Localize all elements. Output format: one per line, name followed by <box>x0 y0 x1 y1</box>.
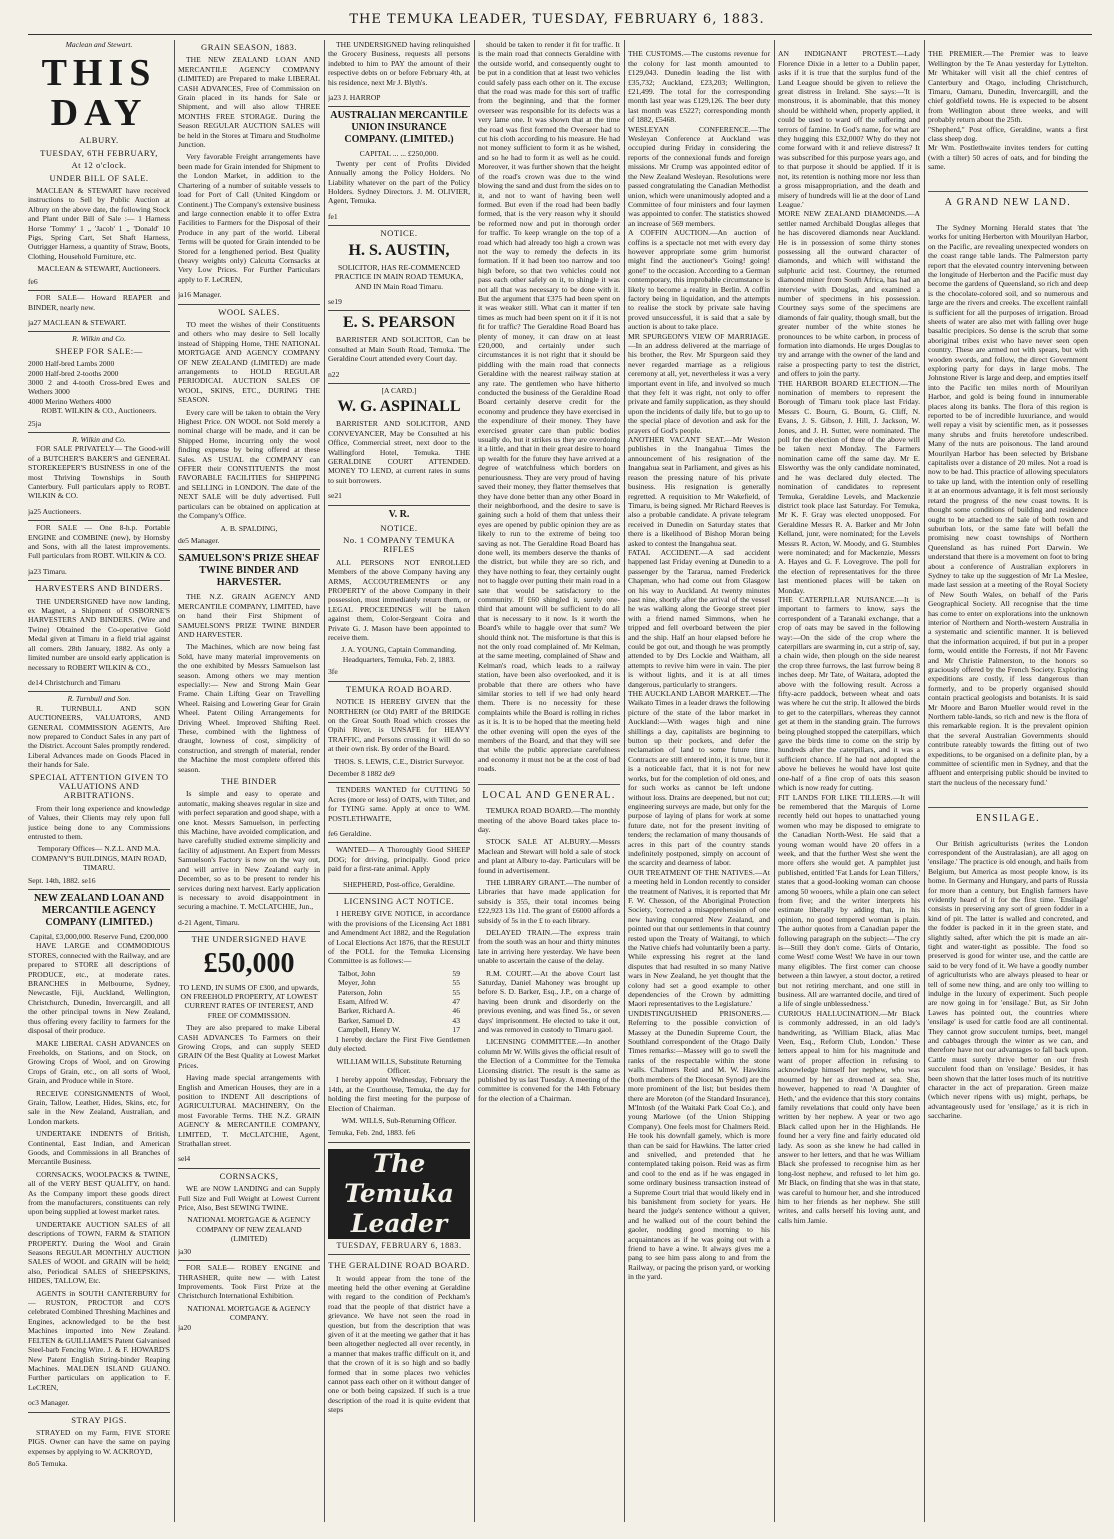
maclean-ad-text: MACLEAN & STEWART have received instructions to Sell by Public Auction at Albury on the above date, the following Stock and Plant under Bill of Sale :— 1 Harness Horse 'Tommy' 1 „ 'Jacob' 1 „ 'Donald' 10 Pigs, Spring Cart, Set Shaft Harness, Outrigger Harness, a quantity of Straw, Boots, Clothing, Household Furniture, etc. <box>28 186 170 261</box>
paper-title: The Temuka Leader <box>328 1149 470 1239</box>
notice-heading-2: NOTICE. <box>380 522 418 533</box>
butcher-ad: FOR SALE PRIVATELY— The Good-will of a BUTCHER'S BAKER'S and GENERAL STOREKEEPER'S BUSINESS in one of the most Thriving Townships in South Canterbury. Full particulars apply to ROBT. WILKIN & CO. <box>28 444 170 501</box>
column-divider <box>474 40 475 1522</box>
robey-ad: FOR SALE— ROBEY ENGINE and THRASHER, quite new — with Latest Improvements. Took First Prize at the Christchurch International Exhibition. <box>178 1263 320 1301</box>
cornsacks-text: WE are NOW LANDING and can Supply Full Size and Full Weight at Lowest Current Price, Also, Best SEWING TWINE. <box>178 1184 320 1213</box>
paper-date: TUESDAY, FEBRUARY 6, 1883. <box>328 1241 470 1255</box>
local-item: LICENSING COMMITTEE.—In another column Mr W. Wills gives the official result of the Election of a Committee for the Temuka Licensing district. The result is the same as published by us last Tuesday. A meeting of the committee is convened for the 14th February for the election of a Chairman. <box>478 1037 620 1103</box>
grand-new-land-text: The Sydney Morning Herald states that 'the works for uniting Herberton with Mourilyan Harbor, on the Pacific, are revealing unexpected wonders on the coast range table lands. The Palmerston party report that the elevated country intervening between the longitude of Herberton and the Pacific must day become the gardens of Queensland, so rich and deep is the chocolate-colored soil, and so numerous and large are the rivers and creeks. The excellent rainfall is sufficient for all the purposes of irrigation. Broad sheets of water are also met with falling over huge basaltic precipices. So dense is the scrub that some aboriginal tribes exist who have never seen open country. These are armed not with spears, but with wooden swords, and follow, the direct Government exploring party for days in large mobs. The Johnstone River is large and deep, and empties itself into the Pacific ten miles north of Mourilyan Harbor, and gold is being found in innumerable places along its banks. The flora of this region is reported to be of incredible luxuriance, and would well repay a visit by scientific men, as it possesses many shrubs and fruits heretofore undescribed. Many of the nuts are poisonous. The land around Mourilyan Harbor has been selected by Brisbane capitalists over a distance of 20 miles. Not a road is now to be had. This practice of allowing speculators to take up land, with the intention only of reselling it at an enormous advantage, it is felt most seriously retard the progress of the new coast towns. It is thought some conditions of building and residence ought to be attached to the sale of both town and suburban lots, or the same fate will befall the promising new coast townships of Northern Queensland as has ruined Port Darwin. We understand that there is a movement on foot to bring about a conference of Australian explorers in Sydney to take up the suggestion of Mr La Meslee, made last session at a meeting of the Royal Society of New South Wales, on behalf of the Paris Geographical Society. All recognise that the time has come to enter on explorations into the unknown interior of Northern and North-western Australia in a systematic and scientific manner. It is believed that the information acquired, if but put in a proper form, would entitle the Forrests, if not Mr Favenc and Mr Christie Palmerston, to the honors so graciously offered by the French Society. Exploring expeditions are costly, if less dangerous than formerly, and to be properly organised should contain practical geologists and botanists. It is said Mr Moore and Baron Mueller would revel in the Northern table-lands, so rich and new is the flora of this remarkable region. It is the prevalent opinion that the several Australian Governments should contribute rateably towards the fitting out of two expeditions, to be organised on a definite plan, by a committee of scientific men in Sydney, and that the affluent and enterprising public should be invited to start the nucleus of the necessary fund.' <box>928 222 1088 787</box>
poll-row: Talbot, John 59 <box>338 968 460 978</box>
column-divider <box>924 40 925 1522</box>
nzlmac-heading: NEW ZEALAND LOAN AND MERCANTILE AGENCY COMPANY (LIMITED.) <box>33 893 165 929</box>
column-divider <box>774 40 775 1522</box>
nzlmac-consign: RECEIVE CONSIGNMENTS of Wool, Grain, Tallow, Leather, Hides, Skins, etc, for sale in the New Zealand, Australian, and London markets. <box>28 1088 170 1126</box>
poll-row: Barker, Samuel D. 43 <box>338 1015 460 1025</box>
road-board-heading: TEMUKA ROAD BOARD. <box>345 683 453 694</box>
aspinall-name: W. G. ASPINALL <box>337 398 461 416</box>
cornsacks-heading: CORNSACKS, <box>219 1170 279 1181</box>
loan-amount: £50,000 <box>203 947 295 979</box>
column-3 <box>328 40 470 1520</box>
wool-text: TO meet the wishes of their Constituents and others who may desire to Sell locally instead of Shipping Home, THE NATIONAL MORTGAGE AND AGENCY COMPANY OF NEW ZEALAND (LIMITED) are made arrangements to HOLD REGULAR PERIODICAL AUCTION SALES OF WOOL, SKINS, ETC., DURING THE SEASON. <box>178 319 320 405</box>
card-label: [A CARD.] <box>381 385 417 395</box>
wills-sign-2: WM. WILLS, Sub-Returning Officer. <box>341 1115 457 1125</box>
sheep-list <box>28 359 170 406</box>
sheep-heading: SHEEP FOR SALE:— <box>55 345 143 356</box>
ad-code: 25ja <box>28 416 170 433</box>
column-7 <box>928 40 1088 1520</box>
stray-text: STRAYED on my Farm, FIVE STORE PIGS. Owner can have the same on paying expenses by applying to W. ACKROYD, <box>28 1427 170 1456</box>
poll-text: I hereby declare the First Five Gentlemen duly elected. <box>328 1034 470 1054</box>
binder-text: Is simple and easy to operate and automatic, making sheaves regular in size and with perfect separation and good shape, with a one knot. Messrs Samuelson, in perfecting this Machine, have avoided complication, and have carefully studied extreme simplicity and facility of adjustment. An Expert from Messrs Samuelson's Factory is now on the way out, and will arrive in New Zealand early in December, so as to be present to render his services during next harvest. Early application is necessary to avoid disappointment in securing a machine. T. McCLATCHIE, Jun., <box>178 789 320 912</box>
sale-date: TUESDAY, 6TH FEBRUARY, <box>40 147 158 158</box>
local-item: TEMUKA ROAD BOARD.—The monthly meeting of the above Board takes place to-day. <box>478 806 620 834</box>
under-bill: UNDER BILL OF SALE. <box>49 172 149 183</box>
young-sign: J. A. YOUNG, Captain Commanding. Headquarters, Temuka, Feb. 2, 1883. <box>341 645 457 664</box>
aus-capital: CAPITAL ... ... £250,000. <box>359 149 439 159</box>
local-item: STOCK SALE AT ALBURY.—Messrs Maclean and Stewart will hold a sale of stock and plant at Albury to-day. Particulars will be found in advertisement. <box>478 837 620 875</box>
nzlmac-advances: MAKE LIBERAL CASH ADVANCES on Freeholds, on Stations, and on Stock, on Growing Crops of Wool, and on Growing Crops of Grain, etc., on all sorts of Wool, Grain, and Produce while in Store. <box>28 1038 170 1086</box>
ad-code: de5 Manager. <box>178 533 320 550</box>
news-items: THE PREMIER.—The Premier was to leave Wellington by the Te Anau yesterday for Lyttelton. Mr Whitaker will visit all the chief centres of Canterbury and Otago, including Christchurch, Timaru, Oamaru, Dunedin, Invercargill, and the chief goldfield towns. He is expected to be absent from Wellington about three weeks, and will probably return about the 25th. "Shepherd," Post office, Geraldine, wants a first class sheep dog. Mr Wm. Postlethwaite invites tenders for cutting (with a tilter) 50 acres of oats, and for binding the same. <box>928 49 1088 172</box>
ad-code: se21 <box>328 488 470 505</box>
harrop-sign: ja23 J. HARROP <box>328 90 470 107</box>
poll-row: Barker, Richard A. 46 <box>338 1006 460 1016</box>
local-item: R.M. COURT.—At the above Court last Saturday, Daniel Mahoney was brought up before S. D. Barker, Esq., J.P., on a charge of having been drunk and disorderly on the previous evening, and was fined 5s., or seven days' imprisonment. He elected to take it out, and was removed in custody to Timaru gaol. <box>478 968 620 1035</box>
sheep-row: 4000 Merino Wethers 4000 <box>28 396 111 406</box>
licensing-heading: LICENSING ACT NOTICE. <box>343 896 455 906</box>
ensilage-heading: ENSILAGE. <box>928 807 1088 823</box>
grain-season-heading: GRAIN SEASON, 1883. <box>201 42 297 52</box>
undersigned-heading: THE UNDERSIGNED HAVE <box>191 934 307 945</box>
turnbull-heading: R. Turnbull and Son. <box>67 694 131 704</box>
local-item: THE LIBRARY GRANT.—The number of Libraries that have made application for subsidy is 355, their total incomes being £22,923 13s 11d. The grant of £6000 affords a subsidy of 5s in the £ to each library. <box>478 877 620 925</box>
aspinall-text: BARRISTER AND SOLICITOR, AND CONVEYANCER, May be Consulted at his Office, Commercial street, next door to the Wallingford Hotel, Temuka. THE GERALDINE COURT ATTENDED. MONEY TO LEND, at current rates in sums to suit borrowers. <box>328 419 470 485</box>
austin-text: SOLICITOR, HAS RE-COMMENCED PRACTICE IN MAIN ROAD TEMUKA, AND IN Main Road Timaru. <box>334 262 464 291</box>
column-5 <box>628 40 770 1520</box>
sale-time: At 12 o'clock. <box>71 160 127 171</box>
sheep-row: 2000 Half-bred Lambs 2000 <box>28 359 115 369</box>
notice-heading: NOTICE. <box>380 228 418 239</box>
pearson-name: E. S. PEARSON <box>342 314 456 332</box>
sheep-row: 2000 Half-bred 2-tooths 2000 <box>28 368 119 378</box>
ad-code: fe1 <box>328 209 470 226</box>
stray-heading: STRAY PIGS. <box>71 1414 127 1425</box>
harvesters-heading: HARVESTERS AND BINDERS. <box>35 583 163 594</box>
ad-code: ja16 Manager. <box>178 287 320 304</box>
ad-code: ja23 Timaru. <box>28 564 170 581</box>
ad-code: Sept. 14th, 1882. se16 <box>28 873 170 890</box>
ad-code: 3fe <box>328 664 470 681</box>
appoint-text: I hereby appoint Wednesday, February the 14th, at the Courthouse, Temuka, the day for holding the first meeting for the purpose of Election of Chairman. <box>328 1075 470 1113</box>
for-sale-reaper-sign: ja27 MACLEAN & STEWART. <box>28 315 170 332</box>
ad-code: n22 <box>328 367 470 384</box>
ad-code: Temuka, Feb. 2nd, 1883. fe6 <box>328 1125 470 1142</box>
column-6 <box>778 40 920 1520</box>
column-1 <box>28 40 170 1520</box>
lend-text-2: They are also prepared to make Liberal CASH ADVANCES To Farmers on their Growing Crops, and can supply SEED GRAIN Of the Best Quality at Lowest Market Prices. <box>178 1023 320 1070</box>
special-text: From their long experience and knowledge of Values, their Clients may rely upon full justice being done to any Commissions entrusted to them. <box>28 803 170 841</box>
column-divider <box>174 40 175 1522</box>
rifles-heading: No. 1 COMPANY TEMUKA RIFLES <box>343 535 455 555</box>
nz-grain-text: THE N.Z. GRAIN AGENCY AND MERCANTILE COMPANY, LIMITED, have on hand their First Shipment of SAMUELSON'S PRIZE TWINE BINDER AND HARVESTER. <box>178 592 320 639</box>
grain-season-text: THE NEW ZEALAND LOAN AND MERCANTILE AGENCY COMPANY (LIMITED) are Prepared to make LIBERAL CASH ADVANCES, Free of Commission on Grain placed in its hands for Sale or Shipment, and will also allow THREE MONTHS FREE STORAGE. During the Season REGULAR AUCTION SALES will be held in the Stores at Timaru and Studholme Junction. <box>178 55 320 150</box>
editorial-text: should be taken to render it fit for traffic. It is the main road that connects Geraldine with the outside world, and consequently ought to be put in a condition that at least two vehicles could safely pass each other on it. The excuse that the road was made for this sort of traffic from the beginning, and that the former overseer was responsible for its defects was a very lame one. It was shown that at the time the road was first formed the Overseer had to cut his cloth according to his measure. He had not money sufficient to form it as he wished, and so he had to form it as well as he could. Moreover, it was further shown that the height of the road's crown was due to the wind blowing the sand and dust from the sides on to it, and not to want of having been well formed. But even if the road had been badly formed, that is the very reason why it should be reformed now and put in thorough order for traffic. To keep wrangle on the top of a road which had already too high a crown was not the way to remedy the defects in its formation. If it had been too narrow and too high before, so that two vehicles could not pass each other safely on it, to shingle it was not all that was necessary to be done with it. But the argument that £375 had been spent on it was weaker still. What can it matter if ten times as much had been spent on it if it is not fit for traffic? The Geraldine Road Board has plenty of money, it can draw on at least £20,000, and certainly under such circumstances it is not right that it should be piddling with the main road that connects Geraldine with the nearest railway station at any rate. The gentlemen who have hitherto conducted the business of the Geraldine Road Board certainly deserve credit for the economy and prudence they have exercised in the expenditure of their money. They have exercised greater care than public bodies usually do, but it strikes us they are overdoing it a little, and that in their great desire to hoard up wealth for the future they have arrived at a degree of watchfulness which borders on penuriousness. They are very proud of having saved their money, they flatter themselves that they have done better than any other Board in their neighborhood, and the desire to save is gaining such a hold of them that unless their eyes are opened by public opinion they are as likely to run to the extreme of being too saving as not. The Geraldine Road Board has done well, its members deserve the thanks of the district, but while they are so rich, and they have nothing to fear, they certainly ought not to haggle over putting their main road in a sate that would be satisfactory to the community. If £60 shingled it, surely one-third that amount will be sufficient to do all that is necessary to it now. Is it worth the Board's while to haggle over that sum? We should think not. The misfortune is that this is not the only road complained of. Mr Kelman, at the same meeting, complained of Shaw and Kelman's road, which leads to a railway station, have been also overlooked, and it is probable that there are others who have similar stories to tell if we had only heard them. There is no necessity for these complaints while the Board is rolling in riches as it is. It is to be hoped that the meeting held the other evening will open the eyes of the members of the Board, and that they will see that while the public appreciate carefulness and economy it must not be at the cost of bad roads. <box>478 40 620 774</box>
lend-text-3: Having made special arrangements with English and American Houses, they are in a position to INDENT All descriptions of AGRICULTURAL MACHINERY, On the most Favorable Terms. THE N.Z. GRAIN AGENCY & MERCANTILE COMPANY, LIMITED, T. McCLATCHIE, Agent, Strathallan street. <box>178 1073 320 1149</box>
column-4 <box>478 40 620 1520</box>
news-items: AN INDIGNANT PROTEST.—Lady Florence Dixie in a letter to a Dublin paper, asks if it is true that the surplus fund of the Land League should be given to relieve the great distress in Ireland. She says:—'It is monstrous, it is abominable, that this money should be withheld when, properly applied, it could be used to ward off the suffering and terrors of famine. In God's name, for what are they hugging this £32,000? Why do they not come forward with it and relieve distress? It was subscribed for this purpose years ago, and to that purpose it should be applied. If it is not, its retention is nothing more nor less than a gross misappropriation, and the death and misery of hundreds will lie at the door of Land League.' MORE NEW ZEALAND DIAMONDS.—A settler named Archibald Douglas alleges that he has discovered diamonds near Auckland. He is in possession of some thirty stones possessing all the outward character of diamonds, and which will withstand the sulphuric acid test. Courtney, the returned diamond miner from South Africa, has had an interview with Douglas, and examined a number of specimens in his possession. Courtney says some of the specimens are diamonds of fair quality, though small, but the greater number of the white stones he pronounces to be white carbon, in process of formation into diamonds. He urges Douglas to try and arrange with the owner of the land and raise a prospecting party to test the district, and offers to join the party. THE HARBOR BOARD ELECTION.—The nomination of members to represent the Borough of Timaru took place last Friday. Messrs C. Bourn, G. Bourn, G. Cliff, N. Evans, J. S. Gibson, J. Hill, J. Jackson, W. Jones, and J. H. Sutter, were nominated. The poll for the election of three of the above will be taken next Monday. The Farmers nomination came off the same day. Mr E. Elsworthy was the only candidate nominated, and he was declared duly elected. The nomination of candidates to represent Temuka, Geraldine Levels, and Mackenzie district took place last Saturday. For Temuka, Mr K. F. Gray was elected unopposed. For Geraldine Messrs R. A. Barker and Mr John Kelland, junr, were nominated; for the Levels Messrs R. Acton, W. Moody, and G. Stumbles were nominated; and for Mackenzie, Messrs A. Hayes and G. F. Lovegrove. The poll for the election of representatives for the three last mentioned places will be taken on Monday. THE CATERPILLAR NUISANCE.—It is important to farmers to know, says the correspondent of a Taranaki exchange, that a crop of oats may be saved in the following way:—On the side of the crop where the caterpillars are swarming in, cut a strip of, say, a chain wide, then plough on the side nearest the crop three furrows, the last furrow being 8 inches deep. Mr Tate, of Waitara, adopted the above with the following result. Across a fifty-acre paddock, between wheat and oats was where he cut the strip. It allowed the birds to get to the caterpillars, whereas they cannot get at them in the standing grain. The furrows being ploughed stopped the caterpillars, which gave the birds time to come on the strip by hundreds after the caterpillars, and it was a sufficient chance. If he had not adopted the above he believes he would have lost quite one-half of a fine crop of oats this season which is now ready for cutting. FIT LANDS FOR LIKE TILLERS.—It will be remembered that the Marquis of Lorne recently held out hopes to unattached young women who may be disposed to emigrate to the Canadian North-West. He said that a young woman would have 20 offers in a week, and that the further West she went the more offers she would get. A pamphlet just published, entitled 'Fat Lands for Lean Tillers,' states that a good-looking woman can choose among 50 wooers, while a plain one can select from five; and the writer interprets his estimate liberally by adding that, in his opinion, no good tempered woman is plain. The author quotes from a Canadian paper the following paragraph on the subject:—'The cry is—Still they don't come. Girls of Ontario, come West! come West! We have in our town many eligibles. The first comer can choose between a thin lawyer, a stout doctor, a retired but not retiring merchant, and one still in business. All are warranted docile, and tired of a life of single unblessedness.' CURIOUS HALLUCINATION.—Mr Black is commonly addressed, in an old lady's handwriting, as 'William Black, alias Mac Veen, Esq., Reform Club, London.' These letters appeal to him for his magnitude and want of proper affection in refusing to acknowledge himself her nephew, who was mourned by her as drowned at sea. She, however, happened to read 'A Daughter of Heth,' and the evidence that this story contains family revelations that could only have been written by her nephew. A year or two ago Black called upon her in the Highlands. He found her a very fine and fairly educated old lady. As soon as she knew he had called in answer to her letters, and that he was William Black she professed to recognise him as her long-lost nephew, and refused to let him go. Mr Black, on finding that she was in that state, was careful to humour her, and she introduced him to her friends as her nephew. She still writes, and calls herself his loving aunt, and calls him Jamie. <box>778 49 920 1225</box>
ad-code: se19 <box>328 294 470 311</box>
ad-code: ja25 Auctioneers. <box>28 504 170 521</box>
temp-offices: Temporary Offices— N.Z.L. AND M.A. COMPANY'S BUILDINGS, MAIN ROAD, TIMARU. <box>31 844 167 873</box>
masthead: THE TEMUKA LEADER, TUESDAY, FEBRUARY 6, 1883. <box>349 12 765 27</box>
ad-code: December 8 1882 de9 <box>328 766 470 783</box>
wilkin-heading-2: R. Wilkin and Co. <box>72 434 126 444</box>
ad-code: d-21 Agent, Timaru. <box>178 915 320 932</box>
masthead-rule <box>28 34 1092 35</box>
rifles-text: ALL PERSONS NOT ENROLLED Members of the above Company having any ARMS, ACCOUTREMENTS or any PROPERTY of the above Company in their possession, must immediately return them, or LEGAL PROCEEDINGS will be taken against them, Color-Sergeant Coira and Private G. J. Mason have been appointed to receive them. <box>328 557 470 643</box>
capital-line: Capital, £3,000,000. Reserve Fund, £200,000 <box>30 932 168 942</box>
wilkin-heading: R. Wilkin and Co. <box>72 334 126 344</box>
auctioneer-heading: Maclean and Stewart. <box>65 40 133 49</box>
aus-text: Twenty per cent of Profits Divided Annually among the Policy Holders. No Liability whatever on the part of the Policy Holders. Sydney Directors. J. M. OLIVIER, Agent, Temuka. <box>328 158 470 206</box>
grb-text: It would appear from the tone of the meeting held the other evening at Geraldine with regard to the condition of Peckham's road that the people of that district have a grievance. We have not seen the road in question, but from the description that was given of it at the meeting we gather that it has been altogether neglected all over recently, in a manner that makes traffic difficult on it, and that the crown of it is so high and so badly formed that in some places two vehicles cannot pass each other on it without danger of one or both being capsized. If such is a true description of the road it is quite evident that steps <box>328 1273 470 1415</box>
road-board-text: NOTICE IS HEREBY GIVEN that the NORTHERN (or Old) PART of the BRIDGE on the Great South Road which crosses the Opihi River, is UNSAFE for HEAVY TRAFFIC, and Persons crossing it will do so at their own risk. By order of the Board. <box>328 697 470 754</box>
poll-list <box>328 969 470 1035</box>
nzlmac-stores: HAVE LARGE and COMMODIOUS STORES, connected with the Railway, and are prepared to STORE all descriptions of PRODUCE, etc., at moderate rates. BRANCHES in Melbourne, Sydney, Newcastle, Fiji, Auckland, Wellington, Christchurch, Dunedin, Invercargill, and all the other principal towns in New Zealand, thus offering every facility to farmers for the disposal of their produce. <box>28 941 170 1036</box>
place: ALBURY. <box>79 135 119 146</box>
nzlmac-cornsacks: CORNSACKS, WOOLPACKS & TWINE, all of the VERY BEST QUALITY, on hand. As the Company import these goods direct from the manufacturers, constituents can rely upon being supplied at lowest market rates. <box>28 1169 170 1217</box>
licensing-text: I HEREBY GIVE NOTICE, in accordance with the provisions of the Licensing Act 1881 and Amendment Act 1882, and the Regulation of Local Elections Act 1876, that the RESULT of the POLL for the Temuka Licensing Committee is as follows:— <box>328 909 470 966</box>
special-heading: SPECIAL ATTENTION GIVEN TO VALUATIONS AND ARBITRATIONS. <box>29 771 169 801</box>
austin-name: H. S. AUSTIN, <box>348 241 450 259</box>
aus-union-heading: AUSTRALIAN MERCANTILE UNION INSURANCE COMPANY. (LIMITED.) <box>330 110 468 146</box>
spalding-sign: A. B. SPALDING, <box>220 523 278 533</box>
local-general-heading: LOCAL AND GENERAL. <box>478 784 620 800</box>
column-divider <box>624 40 625 1522</box>
nzlmac-auctions: UNDERTAKE AUCTION SALES of all descriptions of TOWN, FARM & STATION PROPERTY. During the Wool and Grain Seasons REGULAR MONTHLY AUCTION SALES of WOOL and GRAIN will be held; also, Periodical SALES of SHEEPSKINS, HIDES, TALLOW, Etc. <box>28 1219 170 1286</box>
ad-code: fe6 <box>28 274 170 291</box>
nma-sign: NATIONAL MORTGAGE & AGENCY COMPANY OF NEW ZEALAND (LIMITED) <box>187 1215 311 1244</box>
grand-new-land-heading: A GRAND NEW LAND. <box>928 191 1088 207</box>
sheep-sign: ROBT. WILKIN & CO., Auctioneers. <box>41 406 157 416</box>
poll-row: Meyer, John 55 <box>338 978 460 988</box>
nma-sign-2: NATIONAL MORTGAGE & AGENCY COMPANY. <box>187 1303 311 1323</box>
wool-sales-heading: WOOL SALES. <box>218 306 280 317</box>
turnbull-ad: R. TURNBULL AND SON AUCTIONEERS, VALUATORS, AND GENERAL COMMISSION AGENTS, Are now prepared to Conduct Sales in any part of the District. Account Sales promptly rendered. Liberal Advances made on Goods Placed in their hands for Sale. <box>28 703 170 770</box>
nzlmac-indents: UNDERTAKE INDENTS of British, Continental, East Indian, and American Goods, and Commissions in all Branches of Mercantile Business. <box>28 1129 170 1167</box>
machines-text: The Machines, which are now being fast Sold, have many material improvements on the one exhibited by Messrs Samuelson last season. Among others we may mention especially:— New and Strong Main Gear Frame. Chain Lifting Gear on Travelling Wheel. Raising and Lowering Gear for Grain Wheel. Patent Oiling Arrangements for Driving Wheel. Improved Shifting Reel. These, combined with the lightness of draught, lowness of cost, simplicity of construction, and strength of material, render the Machine the most complete offered this season. <box>178 642 320 774</box>
poll-row: Esam, Alfred W. 47 <box>338 997 460 1007</box>
wanted-ad: WANTED— A Thoroughly Good SHEEP DOG; for driving, principally. Good price paid for a first-rate animal. Apply <box>328 845 470 874</box>
ad-code: ja30 <box>178 1244 320 1261</box>
pearson-text: BARRISTER AND SOLICITOR, Can be consulted at Main South Road, Temuka. The Geraldine Court attended every Court day. <box>328 335 470 364</box>
news-items: THE CUSTOMS.—The customs revenue for the colony for last month amounted to £129,043. Dunedin leading the list with £35,732; Auckland, £23,203; Wellington, £21,499. The total for the corresponding month last year was £129,126. The beer duty last month was £5227; corresponding month of 1882, £5468. WESLEYAN CONFERENCE.—The Wesleyan Conference at Auckland was occupied during Friday in considering the reports of the connexional funds and foreign missions. Mr Crump was appointed editor of the New Zealand Wesleyan. Resolutions were passed congratulating the Canadian Methodist union, which were unanimously adopted and a Committee of four ministers and four laymen was appointed to confer. The statistics showed an increase of 569 members. A COFFIN AUCTION.—An auction of coffins is a spectacle not met with every day however appropriate some grim humorist might find the auctioneer's 'Going! going! gone!' to the occasion. According to a German contemporary, this improbable circumstance is likely to become a reality in Berlin. A coffin factory being in liquidation, and the attempts to realise the stock by private sale having proved unsuccessful, it is said that a sale by auction is about to take place. MR SPURGEON'S VIEW OF MARRIAGE.—In an address delivered at the marriage of his brother, the Rev. Mr Spurgeon said they never regarded marriage as a religious ceremony at all, yet, nevertheless it was a very important event in life, and involved so much that they felt it was right, not only to offer private and family supplication, as they should upon the incidents of daily life, but to go up to the special place of devotion and ask for the prayers of God's people. ANOTHER VACANT SEAT.—Mr Weston publishes in the Inangahua Times the announcement of his resignation of the Inangahua seat in Parliament, and gives as his reason the pressing nature of his private business. His resignation is generally regretted. A requisition to Mr Wakefield, of Timaru, is being signed. Mr Richard Reeves is also a probable candidate. A private telegram received in Dunedin on Saturday states that there is a likelihood of Bishop Moran being asked to contest the Inangahua seat. FATAL ACCIDENT.—A sad accident happened last Friday evening at Dunedin to a passenger by the Tararua, named Frederick Chapman, who had come out from Glasgow on his way to Auckland. At twenty minutes past nine, shortly after the arrival of the vessel he was walking along the George street pier with a friend named Simmons, when he tripped and fell overboard between the pier and the ship. Half an hour elapsed before he could be got out, and though he was promptly attended to by Drs Lockie and Waitham, all attempts to revive him were in vain. The pier is without lights, and it is at all times dangerous, particularly to strangers. THE AUCKLAND LABOR MARKET.—The Waikato Times in a leader draws the following picture of the state of the labor market in Auckland:—With wages high and nine shillings a day, capitalists are beginning to button up their pockets, and defer the reclamation of land to some future time. Contracts are still entered into, it is true, but it is a noticeable fact, that it is not for new works, but for the completion of old ones, and for such works as cannot be left undone without loss. Drains are deepened, but not cut; engineering surveys are made, but only for the purpose of laying of plans for work at some future date, not for the present inviting of tenders; the reclamation of many thousands of acres in this part of the country stands indefinitely postponed, simply on account of the scarcity and dearness of labor. OUR TREATMENT OF THE NATIVES.—At a meeting held in London recently to consider the treatment of Natives, it is reported that Mr F. W. Chesson, of the Aboriginal Protection Society, 'corrected a misapprehension of one new having conquered New Zealand, and pointed out that our settlements in that country rested upon the Treaty of Waitangi, to which the Native chiefs had voluntarily been a party. While expressing his regret at the land disputes that had resulted in so many Native wars in New Zealand, he yet thought that the colony had set a good example to other dependencies of the Crown by admitting Maori representatives to the Legislature.' UNDISTINGUISHED PRISONERS.—Referring to the possible conviction of Massey at the Dunedin Supreme Court, the Southland correspondent of the Otago Daily Times remarks:—Massey will go to swell the ranks of the respectable within the stone walls. Chalmers Reid and M. W. Hawkins (both members of the Diocesan Synod) are the more prominent of the list; but besides them there are Moreton (of the Standard Insurance), M'Intosh (of the Waitaki Park Coal Co.), and young Marlowe (of the Union Shipping Company). One feels most for Chalmers Reid. He took his downfall gamely, which is more than can be said for Hawkins. The latter cried and snivelled, and pretended that he contemplated taking poison. Reid was as firm and cool to the end as if he was engaged in some ordinary business transaction instead of a Supreme Court trial that would likely end in his banishment from society for years. He heard the judge's sentence without a quiver, and he walked out of the court behind the gaoler, nodding good morning to his acquaintances as if he was going out with a friend to have a wine. It always gives me a pang to see him pass along to and from the Railway, or pacing the prison yard, or working in the yard. <box>628 49 770 1282</box>
ad-code: oc3 Manager. <box>28 1395 170 1412</box>
this-day-title: THIS DAY <box>41 52 157 135</box>
wool-text-2: Every care will be taken to obtain the Very Highest Price. ON WOOL not Sold merely a nominal charge will be made, and it can be Shipped Home, incurring only the wool finding expense by being offered at these Sales. AS USUAL the COMPANY can OFFER their CONSTITUENTS the most FAVORABLE FACILITIES for SHIPPING and SELLING in LONDON. The date of the NEXT SALE will be duly advertised. Full particulars can be obtained on application at the Company's Office. <box>178 407 320 521</box>
freight-text: Very favorable Freight arrangements have been made for Grain intended for Shipment to the London Market, in addition to the Chartering of a number of suitable vessels to load for Port of Call (United Kingdom or Continent.) The Company's extensive business and large connection enable it to offer Extra Facilities to Farmers for the Disposal of their Produce in any part of the world. Liberal Terms will be quoted for Grain intended to be Stored for a lengthened period. Best Quality (heavy weights only) Calcutta Cornsacks at Very Low Prices. For Further Particulars apply to F. LeCREN, <box>178 152 320 284</box>
nzlmac-agents: AGENTS in SOUTH CANTERBURY for— RUSTON, PROCTOR and CO'S celebrated Combined Threshing Machines and Engines, acknowledged to be the best Machines imported into New Zealand. FELTEN & GUILLIAME'S Patent Galvanised Steel-barb Fencing Wire. J. & F. HOWARD'S New Patent English String-binder Reaping Machines. MALDEN ISLAND GUANO. Further particulars on application to F. LeCREN, <box>28 1288 170 1392</box>
column-2 <box>178 40 320 1520</box>
ad-code: fe6 Geraldine. <box>328 826 470 843</box>
for-sale-reaper: FOR SALE— Howard REAPER and BINDER, nearly new. <box>28 293 170 312</box>
column-divider <box>324 40 325 1522</box>
vr-heading: V. R. <box>388 508 410 520</box>
binder-heading: THE BINDER <box>221 776 277 787</box>
ad-code: de14 Christchurch and Timaru <box>28 675 170 692</box>
grb-heading: THE GERALDINE ROAD BOARD. <box>328 1260 470 1271</box>
tenders-ad: TENDERS WANTED for CUTTING 50 Acres (more or less) of OATS, with Tilter, and for TYING same. Apply at once to WM. POSTLETHWAITE, <box>328 785 470 823</box>
ad-code: sel4 <box>178 1151 320 1168</box>
lewis-sign: THOS. S. LEWIS, C.E., District Surveyor. <box>334 756 464 766</box>
grocery-notice: THE UNDERSIGNED having relinquished the Grocery Business, requests all persons indebted to him to PAY the amount of their respective debts on or before February 4th, at his residence, next Mr J. Blyth's. <box>328 40 470 87</box>
poll-row: Paterson, John 55 <box>338 987 460 997</box>
maclean-sign: MACLEAN & STEWART, Auctioneers. <box>37 264 161 274</box>
lend-text: TO LEND, IN SUMS OF £300, and upwards, ON FREEHOLD PROPERTY, AT LOWEST CURRENT RATES OF INTEREST, AND FREE OF COMMISSION. <box>179 982 319 1020</box>
ensilage-text: Our British agriculturists (writes the London correspondent of the Australasian), are all agog on 'ensilage.' The practice is old enough, and hails from Belgium, but America as most people know, is its home. In Germany and Hungary, and parts of Russia for more than a century, but English farmers have evidently heard of it for the first time. 'Ensilage' consists in preserving any sort of green fodder in a kind of pit. The latter is walled and concreted, and the fodder is packed in it in the green state, and slightly salted, after which the pit is made an air-tight and water-tight as possible. The food so preserved is good for winter use, and the cattle are said to be very fond of it. We have a goodly number of agriculturists who are always pleased to hear or tell of some new thing, and are only too willing to indulge in the luxury of experiment. Such people are now going in for 'ensilage.' But, as Sir John Lawes has pointed out, the countries where 'ensilage' is used for cattle food are all continental. They cannot grow succulent turnips, beet, mangel and cabbages through the winter as we can, and therefore have not our advantages to fall back upon. Cattle must surely thrive better on our fresh succulent food than on 'ensilage.' Besides, it has been shown that the latter loses much of its nutritive character in the act of preparation. Green maize (which never ripens with us) might, perhaps, be advantageously used for 'ensilage,' as it is rich in saccharine. <box>928 838 1088 1121</box>
poll-row: Campbell, Henry W. 17 <box>338 1025 460 1035</box>
osborne-ad: THE UNDERSIGNED have now landing, ex Magnet, a Shipment of OSBORNE'S HARVESTERS AND BINDERS. (Wire and Twine) Obtained the Co-operative Gold Medal given at Timaru in a field trial against all comers. 28th January, 1882. As only a limited number are unsold early application is necessary to ROBERT WILKIN & CO., <box>28 596 170 672</box>
shepherd-sign: SHEPHERD, Post-office, Geraldine. <box>328 877 470 894</box>
wills-sign: WILLIAM WILLS, Substitute Returning Officer. <box>336 1056 462 1075</box>
local-item: DELAYED TRAIN.—The express train from the south was an hour and thirty minutes late in arriving here yesterday. We have been unable to ascertain the cause of the delay. <box>478 927 620 966</box>
ad-code: 8o5 Temuka. <box>28 1459 68 1469</box>
engine-ad: FOR SALE — One 8-h.p. Portable ENGINE and COMBINE (new), by Hornsby and Sons, with all the latest improvements. Full particulars from ROBT. WILKIN & CO. <box>28 523 170 561</box>
ad-code: ja20 <box>178 1322 192 1332</box>
samuelson-heading: SAMUELSON'S PRIZE SHEAF TWINE BINDER AND HARVESTER. <box>178 553 320 589</box>
sheep-row: 3000 2 and 4-tooth Cross-bred Ewes and Wethers 3000 <box>28 377 170 397</box>
